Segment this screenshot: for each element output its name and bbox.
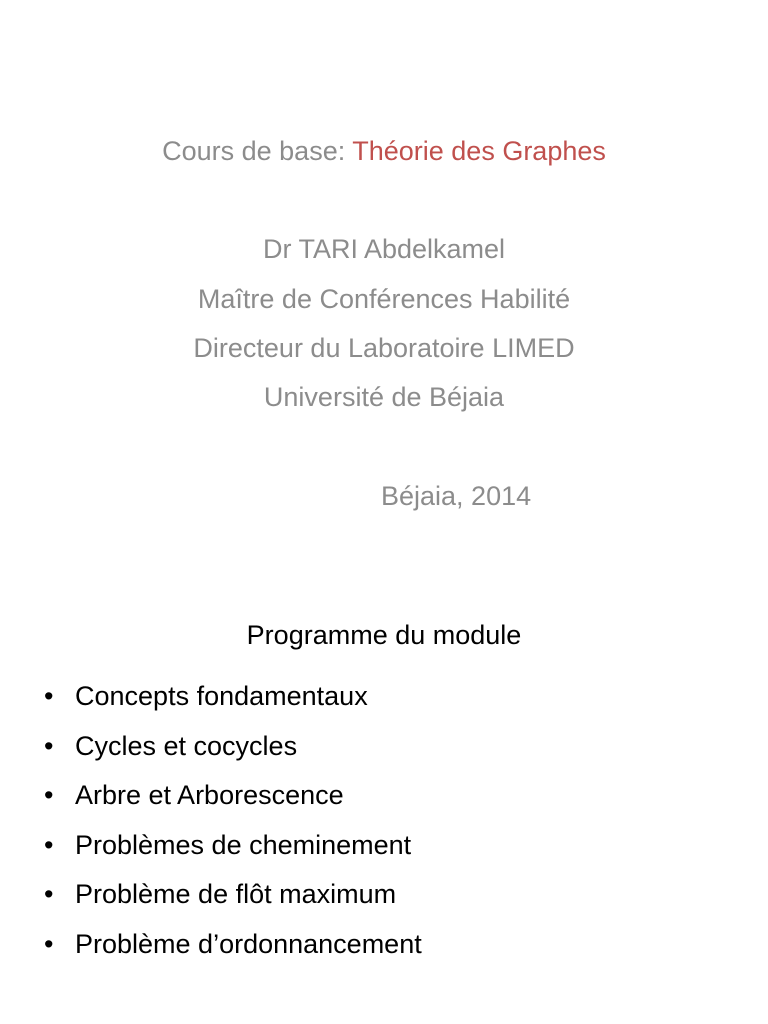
bullet-icon: • [44,730,54,761]
bullet-icon: • [44,829,54,860]
bullet-icon: • [44,681,54,711]
course-title-prefix: Cours de base: [162,136,353,166]
list-item-label: Problèmes de cheminement [75,829,412,860]
bullet-icon: • [44,928,54,959]
author-name: Dr TARI Abdelkamel [262,234,506,264]
bullet-icon: • [44,780,54,811]
list-item-label: Problème d’ordonnancement [75,928,422,959]
author-university: Université de Béjaia [263,382,505,412]
list-item-label: Concepts fondamentaux [75,681,368,711]
program-slide [0,600,768,1024]
course-title [0,136,768,167]
list-item [0,876,768,926]
list-item [0,926,768,976]
author-position: Maître de Conférences Habilité [197,284,571,314]
program-list [0,678,768,976]
course-title-subject: Théorie des Graphes [352,136,606,166]
bullet-icon: • [44,879,54,910]
place-date: Béjaia, 2014 [381,481,532,511]
program-heading: Programme du module [246,620,522,650]
list-item-label: Arbre et Arborescence [75,780,344,811]
list-item-label: Problème de flôt maximum [75,879,397,910]
list-item [0,827,768,877]
author-lab: Directeur du Laboratoire LIMED [193,333,575,363]
list-item [0,678,768,728]
list-item [0,728,768,778]
list-item [0,777,768,827]
list-item-label: Cycles et cocycles [75,730,298,761]
